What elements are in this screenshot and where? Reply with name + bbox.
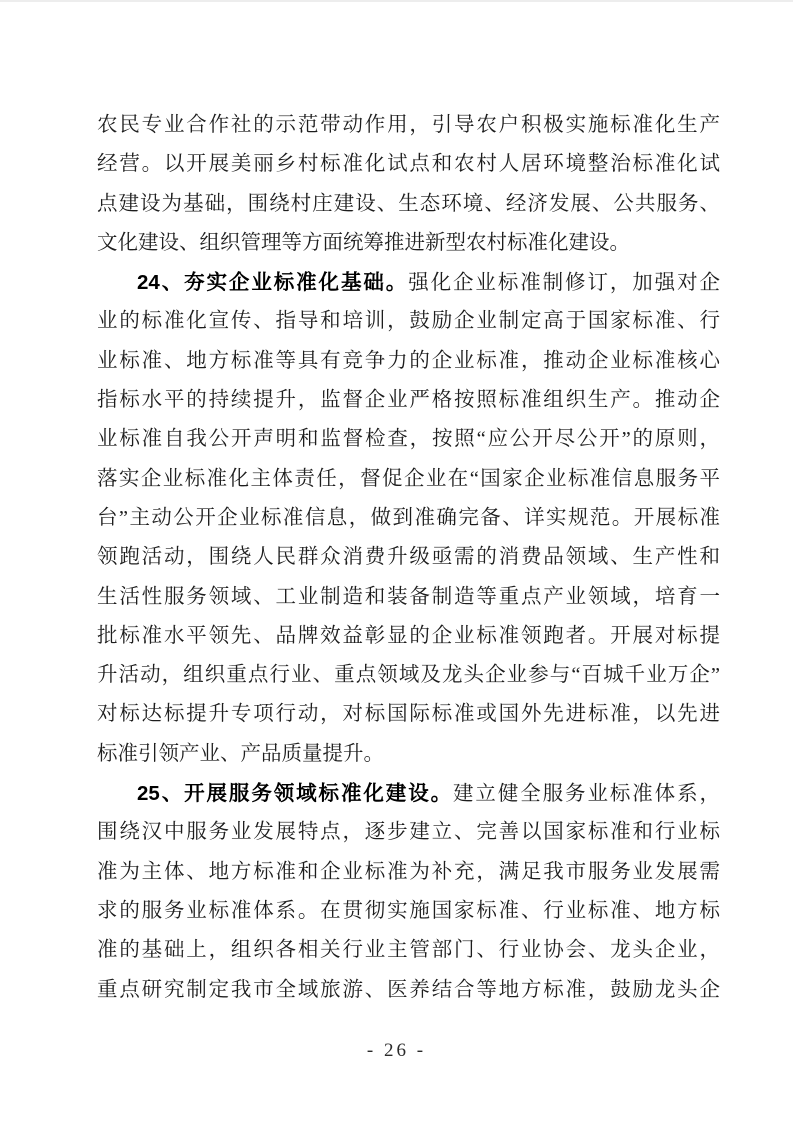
text-line [97,106,720,145]
text-run: 批标准水平领先、品牌效益彰显的企业标准领跑者。开展对标提 [97,624,720,647]
text-line [97,813,720,852]
text-line [97,185,720,224]
text-line [97,342,720,381]
text-run: 升活动，组织重点行业、重点领域及龙头企业参与“百城千业万企” [97,664,720,687]
text-run: 围绕汉中服务业发展特点，逐步建立、完善以国家标准和行业标 [97,821,720,844]
text-run: 准的基础上，组织各相关行业主管部门、行业协会、龙头企业， [97,939,720,962]
paragraph-heading: 25、开展服务领域标准化建设。 [137,782,454,806]
text-run: 落实企业标准化主体责任，督促企业在“国家企业标准信息服务平 [97,467,720,490]
text-run: 准为主体、地方标准和企业标准为补充，满足我市服务业发展需 [97,860,720,883]
text-line [97,145,720,184]
text-line [97,617,720,656]
page-number: - 26 - [366,1040,427,1061]
text-line [97,578,720,617]
text-line [97,460,720,499]
text-line [97,892,720,931]
text-line [97,853,720,892]
text-run: 指标水平的持续提升，监督企业严格按照标准组织生产。推动企 [97,389,720,412]
text-run: 建立健全服务业标准体系， [453,783,720,806]
paragraph-heading: 24、夯实企业标准化基础。 [137,271,409,295]
text-run: 文化建设、组织管理等方面统筹推进新型农村标准化建设。 [97,231,630,254]
text-run: 领跑活动，围绕人民群众消费升级亟需的消费品领域、生产性和 [97,546,720,569]
text-line [97,224,720,263]
text-run: 强化企业标准制修订，加强对企 [408,272,720,295]
text-line [97,538,720,577]
text-run: 求的服务业标准体系。在贯彻实施国家标准、行业标准、地方标 [97,899,720,922]
text-line [97,499,720,538]
text-line [97,971,720,1010]
text-run: 业的标准化宣传、指导和培训，鼓励企业制定高于国家标准、行 [97,310,720,333]
document-body [97,106,720,1010]
text-line [97,931,720,970]
text-run: 重点研究制定我市全域旅游、医养结合等地方标准，鼓励龙头企 [97,978,720,1001]
text-run: 生活性服务领域、工业制造和装备制造等重点产业领域，培育一 [97,585,720,608]
text-line [97,735,720,774]
text-line [97,774,720,813]
text-run: 台”主动公开企业标准信息，做到准确完备、详实规范。开展标准 [97,506,720,529]
text-run: 农民专业合作社的示范带动作用，引导农户积极实施标准化生产 [97,114,720,136]
text-line [97,420,720,459]
text-run: 经营。以开展美丽乡村标准化试点和农村人居环境整治标准化试 [97,153,720,176]
text-line [97,656,720,695]
text-line [97,263,720,302]
text-line [97,695,720,734]
text-run: 标准引领产业、产品质量提升。 [97,742,384,765]
text-run: 业标准、地方标准等具有竞争力的企业标准，推动企业标准核心 [97,349,720,372]
text-run: 对标达标提升专项行动，对标国际标准或国外先进标准，以先进 [97,703,720,726]
text-run: 业标准自我公开声明和监督检查，按照“应公开尽公开”的原则， [97,428,720,451]
text-run: 点建设为基础，围绕村庄建设、生态环境、经济发展、公共服务、 [97,192,720,215]
text-line [97,302,720,341]
text-line [97,381,720,420]
